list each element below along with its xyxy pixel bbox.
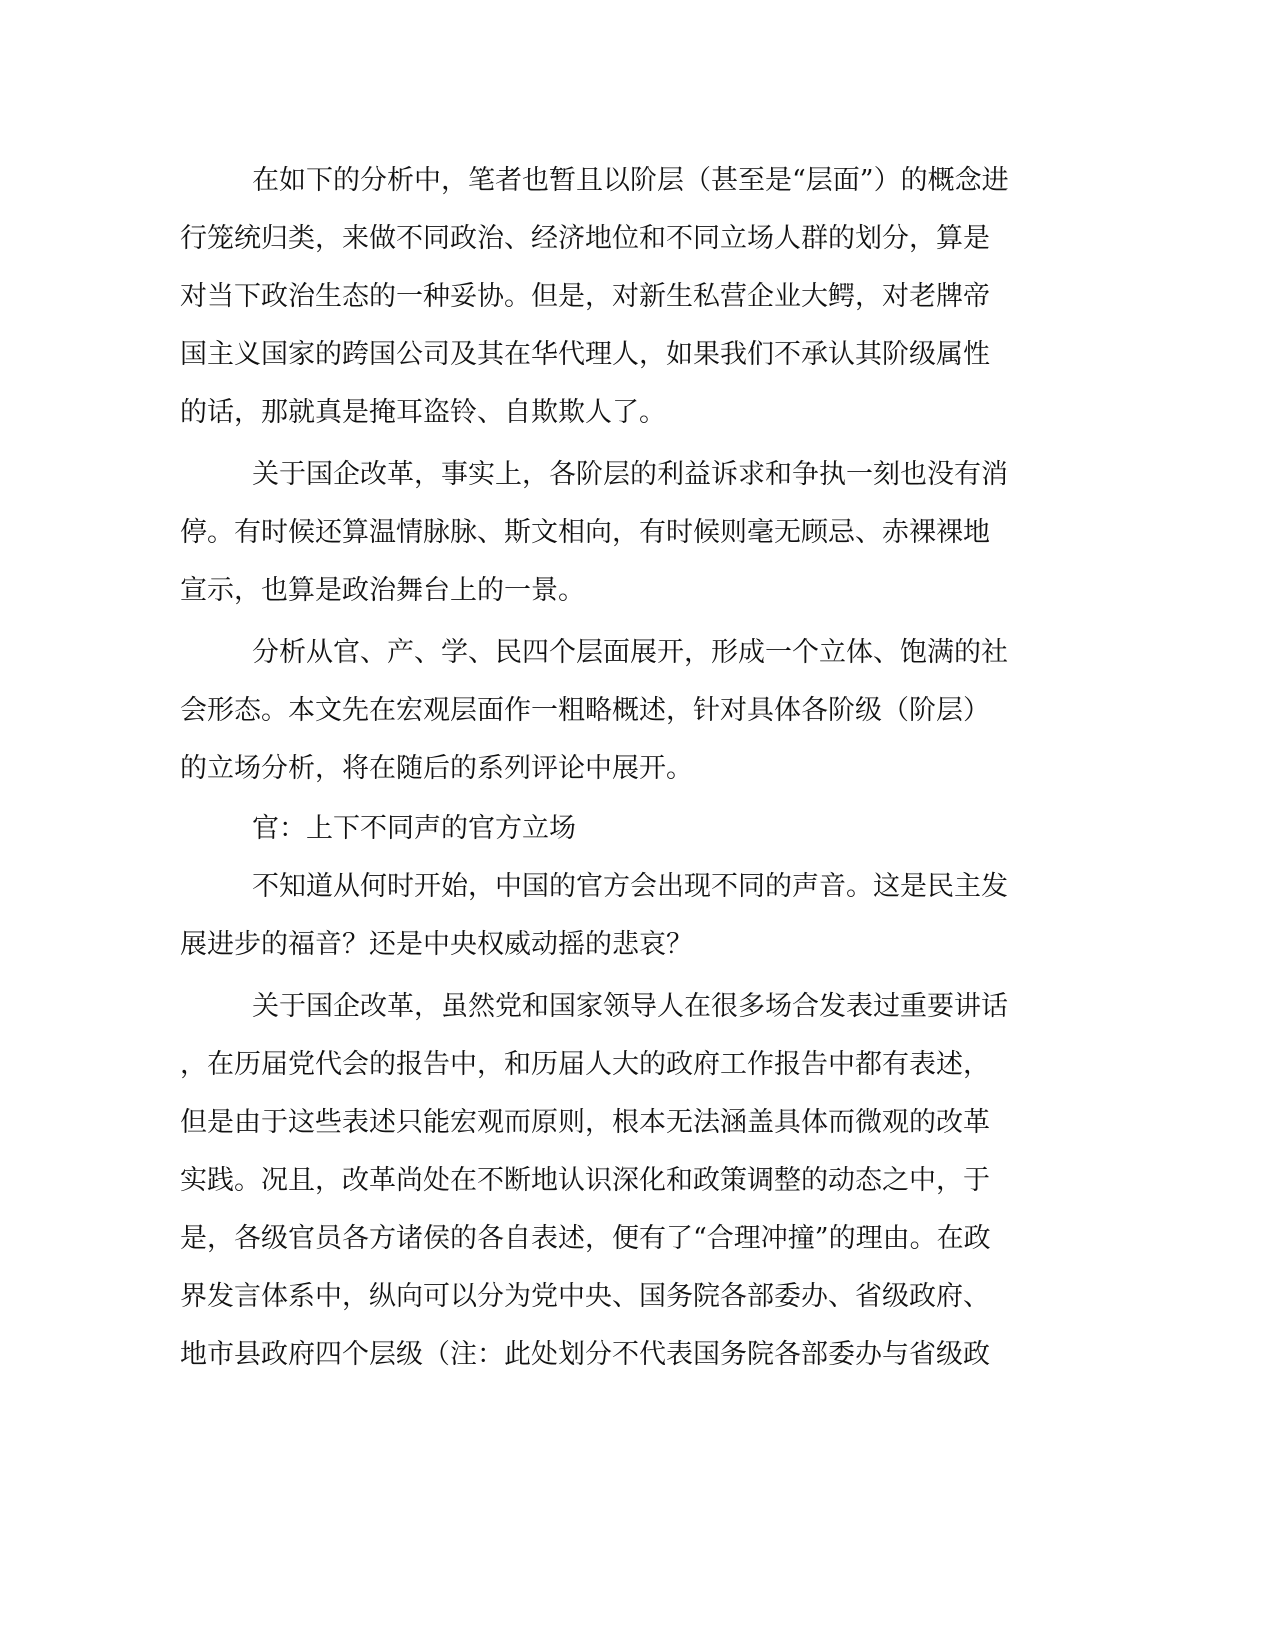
- text-line: 分析从官、产、学、民四个层面展开，形成一个立体、饱满的社: [252, 637, 1008, 668]
- text-line: ，在历届党代会的报告中，和历届人大的政府工作报告中都有表述，: [180, 1049, 990, 1080]
- text-line: 界发言体系中，纵向可以分为党中央、国务院各部委办、省级政府、: [180, 1281, 990, 1312]
- text-line: 停。有时候还算温情脉脉、斯文相向，有时候则毫无顾忌、赤裸裸地: [180, 517, 990, 548]
- text-line: 地市县政府四个层级（注：此处划分不代表国务院各部委办与省级政: [180, 1339, 990, 1370]
- text-line: 实践。况且，改革尚处在不断地认识深化和政策调整的动态之中，于: [180, 1165, 990, 1196]
- text-line: 不知道从何时开始，中国的官方会出现不同的声音。这是民主发: [252, 871, 1008, 902]
- text-line: 对当下政治生态的一种妥协。但是，对新生私营企业大鳄，对老牌帝: [180, 281, 990, 312]
- text-line: 宣示，也算是政治舞台上的一景。: [180, 575, 585, 606]
- text-line: 但是由于这些表述只能宏观而原则，根本无法涵盖具体而微观的改革: [180, 1107, 990, 1138]
- text-line: 会形态。本文先在宏观层面作一粗略概述，针对具体各阶级（阶层）: [180, 695, 990, 726]
- text-line: 是，各级官员各方诸侯的各自表述，便有了“合理冲撞”的理由。在政: [180, 1223, 991, 1254]
- text-line: 国主义国家的跨国公司及其在华代理人，如果我们不承认其阶级属性: [180, 339, 990, 370]
- text-line: 行笼统归类，来做不同政治、经济地位和不同立场人群的划分，算是: [180, 223, 990, 254]
- text-line: 关于国企改革，虽然党和国家领导人在很多场合发表过重要讲话: [252, 991, 1008, 1022]
- text-line: 的话，那就真是掩耳盗铃、自欺欺人了。: [180, 397, 666, 428]
- text-line: 关于国企改革，事实上，各阶层的利益诉求和争执一刻也没有消: [252, 459, 1008, 490]
- text-line: 的立场分析，将在随后的系列评论中展开。: [180, 753, 693, 784]
- text-line: 在如下的分析中，笔者也暂且以阶层（甚至是“层面”）的概念进: [252, 165, 1009, 196]
- section-heading: 官：上下不同声的官方立场: [252, 813, 576, 844]
- text-line: 展进步的福音？还是中央权威动摇的悲哀？: [180, 929, 693, 960]
